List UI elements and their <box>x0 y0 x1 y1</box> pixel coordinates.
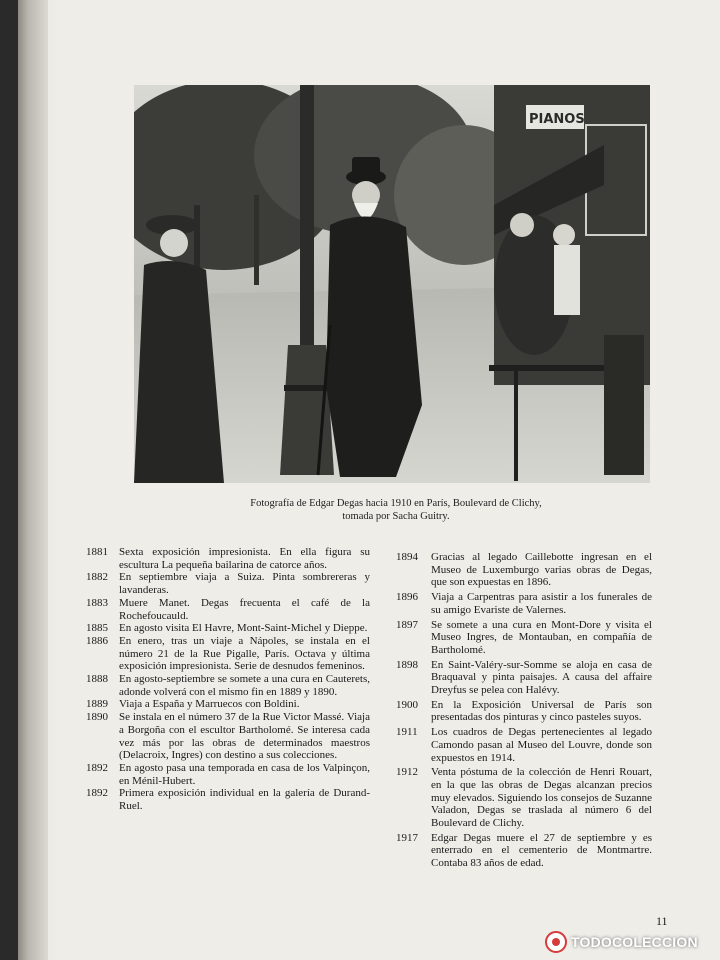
chronology-entry <box>86 571 370 596</box>
entry-text: Primera exposición individual en la galería de Durand-Ruel. <box>119 787 370 813</box>
entry-year: 1892 <box>86 761 108 774</box>
entry-year: 1890 <box>86 711 108 724</box>
sign-text: PIANOS <box>529 112 585 127</box>
entry-text: Gracias al legado Caillebotte ingresan en el Museo de Luxemburgo varias obras de Degas, que son expuestas en 1896. <box>431 551 652 589</box>
entry-year: 1892 <box>86 787 108 800</box>
entry-year: 1894 <box>396 551 418 563</box>
entry-text: Venta póstuma de la colección de Henri Rouart, en la que las obras de Degas alcanzan precios muy elevados. Siguiendo los consejos de Suzanne Valadon, Degas se traslada al número 6 del Boulevard de Clichy. <box>431 766 652 830</box>
entry-text: Viaja a España y Marruecos con Boldini. <box>119 698 300 711</box>
chronology-entry <box>396 766 652 830</box>
chronology-entry <box>396 832 652 870</box>
entry-year: 1888 <box>86 673 108 686</box>
chronology-entry <box>396 619 652 657</box>
entry-year: 1889 <box>86 698 108 711</box>
entry-year: 1898 <box>396 658 418 671</box>
book-gutter <box>18 0 48 960</box>
entry-text: En la Exposición Universal de París son presentadas dos pinturas y cinco pasteles suyos. <box>431 698 652 724</box>
entry-text: En agosto-septiembre se somete a una cura en Cauterets, adonde volverá con el mismo fin en 1889 y 1890. <box>119 673 370 698</box>
chronology-entry <box>396 551 652 589</box>
entry-year: 1886 <box>86 634 108 647</box>
chronology-entry <box>396 659 652 697</box>
entry-text: Los cuadros de Degas pertenecientes al legado Camondo pasan al Museo del Louvre, donde son expuestos en 1914. <box>431 726 652 764</box>
watermark <box>545 928 715 956</box>
entry-text: En agosto visita El Havre, Mont-Saint-Michel y Dieppe. <box>119 622 368 635</box>
entry-text: Muere Manet. Degas frecuenta el café de la Rochefoucauld. <box>119 596 370 622</box>
chronology-entry <box>86 787 370 812</box>
chronology-entry <box>396 726 652 764</box>
entry-year: 1912 <box>396 766 418 779</box>
chronology-left-column <box>86 546 370 813</box>
entry-text: Viaja a Carpentras para asistir a los funerales de su amigo Evariste de Valernes. <box>431 591 652 616</box>
entry-text: En septiembre viaja a Suiza. Pinta sombrereras y lavanderas. <box>119 571 370 597</box>
entry-year: 1883 <box>86 596 108 609</box>
photo-caption <box>200 497 592 523</box>
entry-text: En enero, tras un viaje a Nápoles, se instala en el número 21 de la Rue Pigalle, París. Octava y última exposición impresionista. Serie de desnudos femeninos. <box>119 634 370 673</box>
chronology-entry <box>86 622 370 635</box>
caption-line-2: tomada por Sacha Guitry. <box>342 511 450 522</box>
chronology-entry <box>86 698 370 711</box>
chronology-entry <box>86 711 370 762</box>
entry-year: 1900 <box>396 698 418 711</box>
chronology-right-column <box>396 551 652 872</box>
entry-year: 1881 <box>86 546 108 558</box>
chronology-entry <box>396 591 652 616</box>
chronology-entry <box>86 635 370 673</box>
historic-photograph <box>134 85 650 483</box>
entry-year: 1885 <box>86 622 108 635</box>
entry-text: Se instala en el número 37 de la Rue Victor Massé. Viaja a Borgoña con el escultor Bartholomé. Se interesa cada vez más por las obras de determinados maestros (Delacroix, Ingres) con destino a sus colecciones. <box>119 711 370 762</box>
entry-text: En Saint-Valéry-sur-Somme se aloja en casa de Braquaval y pinta paisajes. A causa del affaire Dreyfus se pelea con Halévy. <box>431 658 652 697</box>
entry-year: 1897 <box>396 618 418 631</box>
entry-year: 1882 <box>86 571 108 584</box>
entry-text: En agosto pasa una temporada en casa de los Valpinçon, en Ménil-Hubert. <box>119 761 370 787</box>
entry-year: 1917 <box>396 831 418 844</box>
page-number: 11 <box>656 914 668 928</box>
chronology-entry <box>86 762 370 787</box>
caption-line-1: Fotografía de Edgar Degas hacia 1910 en París, Boulevard de Clichy, <box>250 498 542 509</box>
entry-text: Sexta exposición impresionista. En ella figura su escultura La pequeña bailarina de catorce años. <box>119 546 370 571</box>
chronology-entry <box>86 546 370 571</box>
watermark-text: TODOCOLECCION <box>571 934 698 950</box>
entry-text: Edgar Degas muere el 27 de septiembre y es enterrado en el cementerio de Montmartre. Contaba 83 años de edad. <box>431 831 652 870</box>
entry-text: Se somete a una cura en Mont-Dore y visita el Museo Ingres, de Montauban, en compañía de Bartholomé. <box>431 618 652 656</box>
chronology-entry <box>396 699 652 724</box>
entry-year: 1911 <box>396 726 418 739</box>
watermark-logo-icon <box>545 931 567 953</box>
entry-year: 1896 <box>396 591 418 604</box>
chronology-entry <box>86 673 370 698</box>
photo-image <box>134 85 650 483</box>
chronology-entry <box>86 597 370 622</box>
